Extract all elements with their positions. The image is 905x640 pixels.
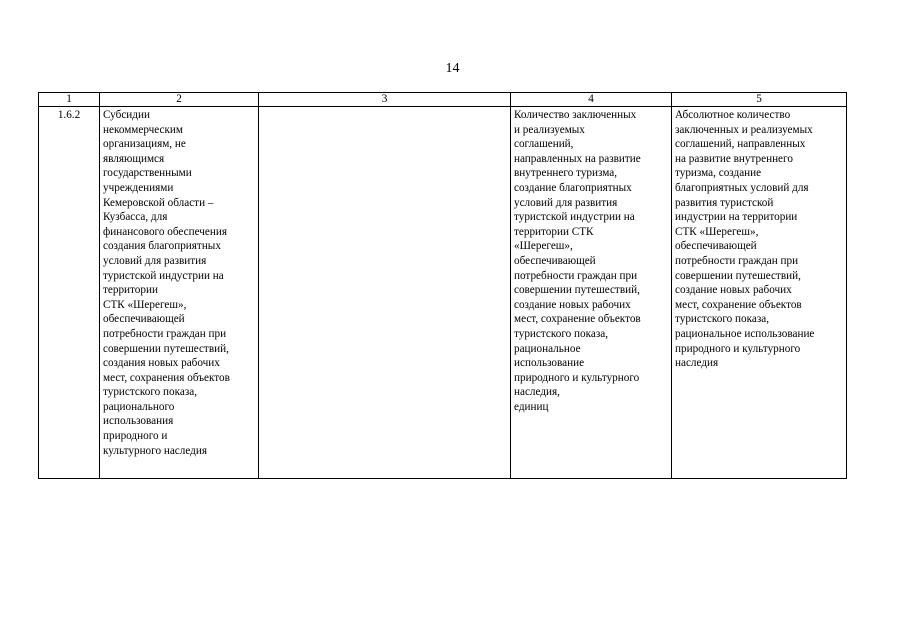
cell-text-line: соглашений, направленных [675,138,806,151]
cell-text-line: использования [103,415,174,428]
cell-text-line: финансового обеспечения [103,225,227,238]
cell-text-line: природного и [103,430,168,443]
cell-text-line: наследия [675,357,719,370]
table-header-row [39,93,847,107]
cell-text-line: туризма, создание [675,167,762,180]
cell-text-line: мест, сохранения объектов [103,371,230,384]
cell-text-line: территории СТК [514,225,594,238]
cell-text-line: заключенных и реализуемых [675,123,813,136]
cell-text-line: совершении путешествий, [103,342,229,355]
cell-text-line: создание новых рабочих [675,284,792,297]
cell-text-line: обеспечивающей [103,313,185,326]
table-row [39,107,847,479]
cell-text-line: индустрии на территории [675,211,798,224]
cell-text-line: «Шерегеш», [514,240,573,253]
column-header-2: 2 [100,93,259,107]
cell-text-line: развития туристской [675,196,774,209]
indicator-definition-cell [672,107,847,479]
cell-text-line: направленных на развитие [514,152,641,165]
subsidy-description-cell [100,107,259,479]
cell-text-line: потребности граждан при [103,327,227,340]
cell-text-line: потребности граждан при [514,269,638,282]
cell-text-line: на развитие внутреннего [675,152,793,165]
cell-text-line: наследия, [514,386,560,399]
cell-text-line: обеспечивающей [514,254,596,267]
page-number: 14 [445,61,460,76]
cell-text-line: учреждениями [103,181,174,194]
cell-text-line: обеспечивающей [675,240,757,253]
cell-text-line: создания благоприятных [103,240,221,253]
cell-text-line: Кемеровской области – [103,196,214,209]
column-header-1: 1 [39,93,100,107]
cell-text-line: использование [514,357,585,370]
cell-text-line: культурного наследия [103,444,207,457]
cell-text-line: соглашений, [514,138,574,151]
cell-text-line: Количество заключенных [514,109,637,121]
cell-text-line: рациональное использование [675,327,815,340]
cell-text-line: являющимся [103,152,165,165]
cell-text-line: мест, сохранение объектов [514,313,641,326]
cell-text-line: государственными [103,167,192,180]
cell-text-line: создание новых рабочих [514,298,631,311]
cell-text-line: Кузбасса, для [103,211,168,224]
cell-text-line: создания новых рабочих [103,357,220,370]
cell-text-line: мест, сохранение объектов [675,298,802,311]
cell-text-line: совершении путешествий, [675,269,801,282]
cell-text-line: условий для развития [514,196,618,209]
cell-text-line: туристской индустрии на [103,269,224,282]
cell-text-line: туристской индустрии на [514,211,635,224]
column-header-5: 5 [672,93,847,107]
cell-text-line: единиц [514,400,549,413]
cell-text-line: СТК «Шерегеш», [103,298,187,311]
document-table [38,92,847,479]
cell-text-line: природного и культурного [675,342,801,355]
cell-text-line: некоммерческим [103,123,183,136]
empty-cell [259,107,511,479]
cell-text-line: потребности граждан при [675,254,799,267]
cell-text-line: Субсидии [103,109,150,121]
cell-text-line: совершении путешествий, [514,284,640,297]
cell-text-line: внутреннего туризма, [514,167,618,180]
cell-text-line: Абсолютное количество [675,109,791,121]
cell-text-line: территории [103,284,158,297]
cell-text-line: туристского показа, [514,327,609,340]
cell-text-line: и реализуемых [514,123,585,136]
cell-text-line: туристского показа, [675,313,770,326]
cell-text-line: благоприятных условий для [675,181,809,194]
cell-text-line: рациональное [514,342,581,355]
cell-text-line: организациям, не [103,138,186,151]
row-number-cell: 1.6.2 [39,107,100,479]
cell-text-line: условий для развития [103,254,207,267]
cell-text-line: создание благоприятных [514,181,632,194]
cell-text-line: природного и культурного [514,371,640,384]
column-header-4: 4 [511,93,672,107]
cell-text-line: рационального [103,400,175,413]
indicator-name-cell [511,107,672,479]
cell-text-line: туристского показа, [103,386,198,399]
column-header-3: 3 [259,93,511,107]
cell-text-line: СТК «Шерегеш», [675,225,759,238]
